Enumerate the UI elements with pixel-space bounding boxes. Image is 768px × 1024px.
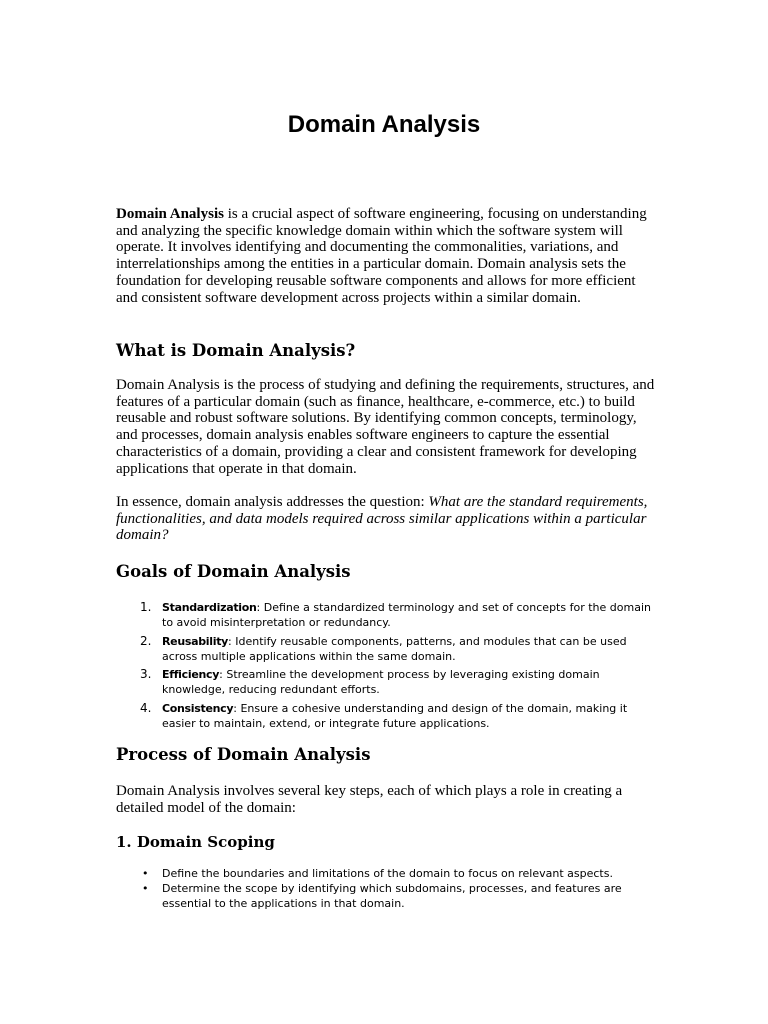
goal-term: Consistency bbox=[162, 701, 234, 715]
list-item bbox=[116, 881, 656, 911]
intro-paragraph bbox=[116, 206, 656, 306]
intro-text: is a crucial aspect of software engineering, focusing on understanding and analyzing the specific knowledge domain within which the software system will operate. It involves identifying and documenting the commonalities, variations, and interrelationships among the entities in a particular domain. Domain analysis sets the foundation for developing reusable software components and allows for more efficient and consistent software development across projects within a similar domain. bbox=[116, 206, 647, 306]
goal-text: : Define a standardized terminology and set of concepts for the domain to avoid misinterpretation or redundancy. bbox=[162, 601, 651, 629]
what-paragraph: Domain Analysis is the process of studying and defining the requirements, structures, and features of a particular domain (such as finance, healthcare, e-commerce, etc.) to build reusable and robust software solutions. By identifying common concepts, terminology, and processes, domain analysis enables software engineers to capture the essential characteristics of a domain, providing a clear and consistent framework for developing applications that operate in that domain. bbox=[116, 377, 655, 477]
list-number: 2. bbox=[140, 633, 152, 648]
goal-text: : Identify reusable components, patterns, and modules that can be used across multiple applications within the same domain. bbox=[162, 634, 627, 663]
list-item bbox=[116, 600, 656, 630]
essence-prefix: In essence, domain analysis addresses the question: bbox=[116, 494, 429, 510]
essence-paragraph bbox=[116, 494, 656, 544]
process-paragraph: Domain Analysis involves several key steps, each of which plays a role in creating a detailed model of the domain: bbox=[116, 783, 623, 816]
essence-question: What are the standard requirements, functionalities, and data models required across similar applications within a particular domain? bbox=[116, 494, 648, 544]
bullet-glyph: • bbox=[142, 882, 149, 895]
list-number: 1. bbox=[140, 600, 152, 614]
bullet-glyph: • bbox=[142, 867, 149, 880]
goal-text: : Ensure a cohesive understanding and design of the domain, making it easier to maintain, extend, or integrate future applications. bbox=[162, 701, 628, 730]
list-item bbox=[116, 866, 656, 881]
heading-goals: Goals of Domain Analysis bbox=[116, 562, 351, 581]
page-title: Domain Analysis bbox=[287, 111, 481, 138]
heading-what-is: What is Domain Analysis? bbox=[116, 341, 356, 360]
list-number: 3. bbox=[140, 667, 152, 681]
intro-lead-term: Domain Analysis bbox=[116, 206, 224, 222]
list-item bbox=[116, 701, 656, 731]
goal-text: : Streamline the development process by leveraging existing domain knowledge, reducing redundant efforts. bbox=[162, 668, 600, 696]
bullet-text: Define the boundaries and limitations of the domain to focus on relevant aspects. bbox=[162, 867, 613, 880]
heading-process: Process of Domain Analysis bbox=[116, 745, 371, 764]
goal-term: Reusability bbox=[162, 634, 229, 648]
bullet-text: Determine the scope by identifying which subdomains, processes, and features are essential to the applications in that domain. bbox=[162, 882, 622, 910]
list-item bbox=[116, 667, 656, 697]
list-number: 4. bbox=[140, 700, 152, 715]
list-item bbox=[116, 634, 656, 664]
goal-term: Standardization bbox=[162, 601, 257, 614]
goals-list bbox=[116, 600, 656, 734]
scoping-bullets bbox=[116, 866, 656, 911]
goal-term: Efficiency bbox=[162, 668, 220, 681]
heading-domain-scoping: 1. Domain Scoping bbox=[116, 833, 275, 851]
